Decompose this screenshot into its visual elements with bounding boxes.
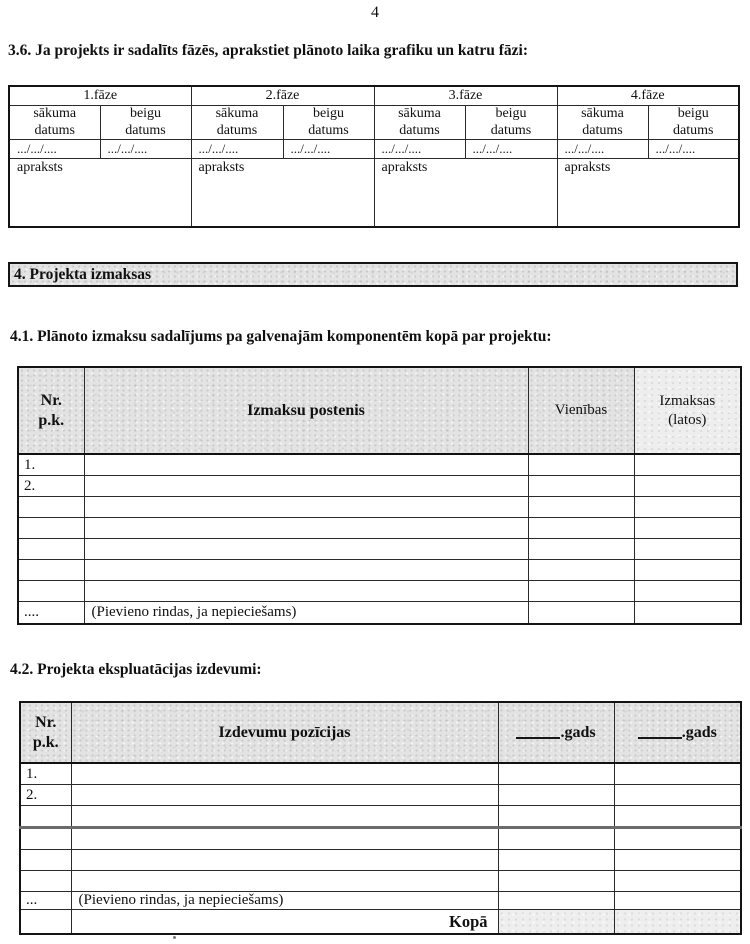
units-cell [528,497,634,518]
cost-cell [634,454,741,476]
add-rows-note: (Pievieno rindas, ja nepieciešams) [84,602,528,625]
row-number-cell [20,871,71,892]
date-placeholder-cell: .../.../.... [100,140,191,159]
start-date-label-text: sākuma datums [581,106,624,138]
cost-cell [634,581,741,602]
cost-cell [634,518,741,539]
phase-2-header: 2.fāze [191,86,374,106]
date-placeholder-cell: .../.../.... [648,140,739,159]
date-placeholder-cell: .../.../.... [465,140,557,159]
item-cell [84,476,528,497]
item-cell [71,850,498,871]
end-date-label-text: beigu datums [125,106,166,138]
units-cell [528,454,634,476]
units-cell [528,476,634,497]
phase-4-header: 4.fāze [557,86,739,106]
section-4-header-bar [8,262,738,287]
year-1-cell [498,892,614,910]
date-placeholder-row [9,140,739,159]
row-number-cell: ... [20,892,71,910]
year-1-cell [498,806,614,828]
costs-table [17,366,742,625]
start-date-label [191,106,283,140]
row-number-cell: 2. [20,785,71,806]
table-row [20,785,741,806]
item-cell [84,518,528,539]
row-number-cell [18,581,84,602]
date-labels-row [9,106,739,140]
table-row [20,828,741,850]
cost-latos-header [634,367,741,454]
date-placeholder-cell: .../.../.... [283,140,374,159]
year-2-suffix: .gads [681,723,717,741]
year-2-cell [614,850,741,871]
year-2-cell [614,828,741,850]
page-number: 4 [371,4,379,21]
year-2-header [614,702,741,763]
year-2-cell [614,763,741,785]
row-number-cell: 2. [18,476,84,497]
nr-pk-line1: Nr. [35,713,57,731]
table-row [18,476,741,497]
start-date-label-text: sākuma datums [398,106,441,138]
total-row [20,910,741,935]
nr-pk-header [18,367,84,454]
section-4-heading: 4. Projekta izmaksas [14,266,152,283]
date-placeholder-cell: .../.../.... [557,140,648,159]
phase-1-description-cell: apraksts [9,159,191,228]
item-cell [71,828,498,850]
units-cell [528,581,634,602]
year-1-cell [498,828,614,850]
year-2-cell [614,785,741,806]
total-year-1-cell [498,910,614,935]
table-row [20,806,741,828]
section-4-1-heading: 4.1. Plānoto izmaksu sadalījums pa galvenajām komponentēm kopā par projektu: [10,328,552,345]
section-4-2-heading: 4.2. Projekta ekspluatācijas izdevumi: [10,661,262,678]
end-date-label-text: beigu datums [490,106,532,138]
table-row [20,763,741,785]
phase-3-header: 3.fāze [374,86,557,106]
date-placeholder-cell: .../.../.... [9,140,100,159]
nr-pk-header [20,702,71,763]
scan-artifact-dot [173,936,176,939]
row-number-cell [18,539,84,560]
row-number-cell [18,560,84,581]
row-number-cell: 1. [20,763,71,785]
start-date-label [374,106,465,140]
end-date-label [648,106,739,140]
item-cell [71,763,498,785]
description-row [9,159,739,228]
table-row [18,581,741,602]
table-row [20,871,741,892]
start-date-label [9,106,100,140]
row-number-cell [20,806,71,828]
row-number-cell [18,518,84,539]
phase-2-description-cell: apraksts [191,159,374,228]
year-1-header [498,702,614,763]
start-date-label-text: sākuma datums [33,106,77,138]
end-date-label [465,106,557,140]
section-3-6-heading: 3.6. Ja projekts ir sadalīts fāzēs, aprakstiet plānoto laika grafiku un katru fāzi: [8,42,528,59]
units-cell [528,539,634,560]
total-year-2-cell [614,910,741,935]
item-cell [84,560,528,581]
year-2-cell [614,892,741,910]
year-1-cell [498,763,614,785]
phase-3-description-cell: apraksts [374,159,557,228]
phase-header-row [9,86,739,106]
start-date-label-text: sākuma datums [215,106,259,138]
expense-item-header: Izdevumu pozīcijas [71,702,498,763]
item-cell [71,871,498,892]
table-row [20,850,741,871]
table-row [18,454,741,476]
table-row [18,560,741,581]
expenses-table [19,701,742,935]
date-placeholder-cell: .../.../.... [191,140,283,159]
add-rows-note-row [20,892,741,910]
year-blank-line [516,725,560,739]
cost-cell [634,539,741,560]
costs-table-header-row [18,367,741,454]
row-number-cell: 1. [18,454,84,476]
item-cell [84,581,528,602]
row-number-cell [20,850,71,871]
add-rows-note: (Pievieno rindas, ja nepieciešams) [71,892,498,910]
table-row [18,539,741,560]
item-cell [71,806,498,828]
nr-pk-line1: Nr. [40,391,62,409]
table-row [18,497,741,518]
cost-cell [634,476,741,497]
year-2-cell [614,871,741,892]
end-date-label-text: beigu datums [673,106,714,138]
year-1-cell [498,850,614,871]
units-cell [528,560,634,581]
row-number-cell: .... [18,602,84,625]
cost-latos-line2: (latos) [668,411,707,428]
table-row [18,518,741,539]
add-rows-note-row [18,602,741,625]
cost-item-header: Izmaksu postenis [84,367,528,454]
row-number-cell [18,497,84,518]
item-cell [71,785,498,806]
year-2-cell [614,806,741,828]
end-date-label-text: beigu datums [308,106,349,138]
year-1-suffix: .gads [560,723,596,741]
cost-cell [634,602,741,625]
phase-1-header: 1.fāze [9,86,191,106]
cost-cell [634,497,741,518]
row-number-cell [20,910,71,935]
total-label: Kopā [71,910,498,935]
nr-pk-line2: p.k. [32,733,59,751]
units-cell [528,518,634,539]
nr-pk-line2: p.k. [38,411,65,429]
cost-latos-line1: Izmaksas [659,392,716,409]
year-1-cell [498,785,614,806]
end-date-label [283,106,374,140]
start-date-label [557,106,648,140]
units-cell [528,602,634,625]
item-cell [84,497,528,518]
end-date-label [100,106,191,140]
item-cell [84,539,528,560]
item-cell [84,454,528,476]
year-blank-line [638,725,682,739]
expenses-table-header-row [20,702,741,763]
units-header: Vienības [528,367,634,454]
phases-table [8,85,740,228]
cost-cell [634,560,741,581]
row-number-cell [20,828,71,850]
date-placeholder-cell: .../.../.... [374,140,465,159]
year-1-cell [498,871,614,892]
phase-4-description-cell: apraksts [557,159,739,228]
